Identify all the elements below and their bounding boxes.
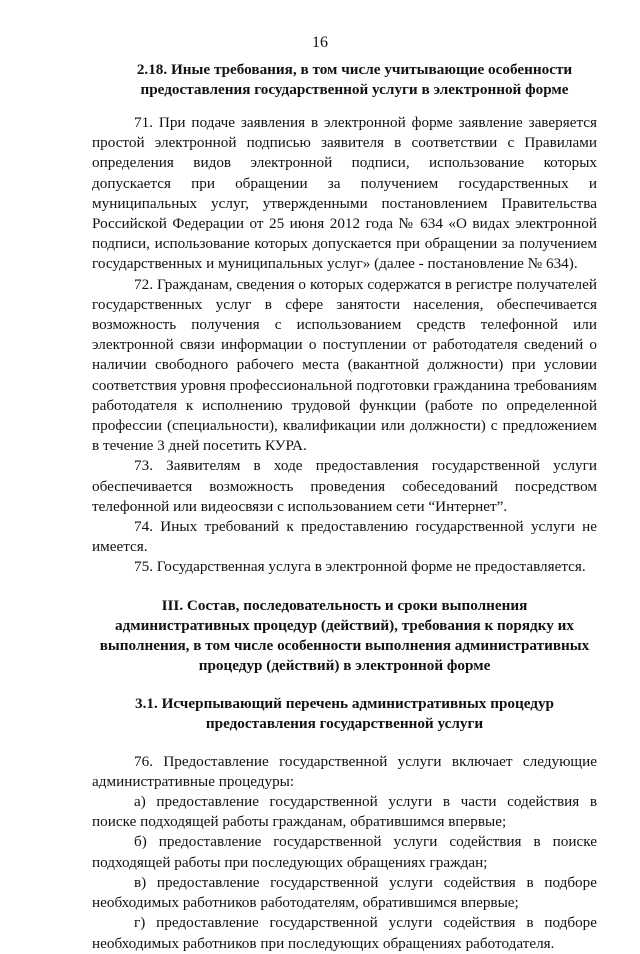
section-III-heading-line: III. Состав, последовательность и сроки выполнения: [161, 596, 528, 614]
section-III-heading: [92, 596, 597, 676]
document-body: [92, 60, 597, 954]
paragraph-73: 73. Заявителям в ходе предоставления государственной услуги обеспечивается возможность проведения собеседований посредством телефонной или видеосвязи с использованием сети “Интернет”.: [92, 457, 597, 515]
section-III-heading-line: административных процедур (действий), требования к порядку их: [115, 616, 574, 634]
paragraph-72: 72. Гражданам, сведения о которых содержатся в регистре получателей государственных услуг в сфере занятости населения, обеспечивается возможность получения с использованием средств телефонной или электронной связи информации о поступлении от работодателя сведений о наличии свободного рабочего места (вакантной должности) при условии соответствия уровня профессиональной подготовки гражданина требованиям работодателя к исполнению трудовой функции (работе по определенной профессии (специальности), квалификации или должности) с предложением в течение 3 дней посетить КУРА.: [92, 275, 597, 455]
page-number: 16: [312, 34, 328, 51]
list-item-v: в) предоставление государственной услуги содействия в подборе необходимых работников работодателям, обратившимся впервые;: [92, 873, 597, 912]
section-3-1-heading: [92, 694, 597, 734]
section-III-heading-line: выполнения, в том числе особенности выполнения административных: [99, 636, 590, 654]
section-III-heading-line: процедур (действий) в электронной форме: [198, 656, 491, 674]
section-3-1-heading-line: 3.1. Исчерпывающий перечень административных процедур: [134, 694, 555, 712]
section-2-18-heading: [98, 60, 611, 100]
paragraph-71: 71. При подаче заявления в электронной форме заявление заверяется простой электронной подписью заявителя в соответствии с Правилами определения видов электронной подписи, использование которых допускается при обращении за получением государственных и муниципальных услуг, утвержденными постановлением Правительства Российской Федерации от 25 июня 2012 года № 634 «О видах электронной подписи, использование которых допускается при обращении за получением государственных и муниципальных услуг» (далее - постановление № 634).: [92, 114, 597, 273]
paragraph-75: 75. Государственная услуга в электронной форме не предоставляется.: [134, 558, 586, 576]
paragraph-76: 76. Предоставление государственной услуги включает следующие административные процедуры:: [92, 752, 597, 790]
section-2-18-heading-line: предоставления государственной услуги в электронной форме: [140, 81, 569, 98]
list-item-a: а) предоставление государственной услуги в части содействия в поиске подходящей работы гражданам, обратившимся впервые;: [92, 793, 597, 831]
section-2-18-heading-line: 2.18. Иные требования, в том числе учитывающие особенности: [136, 61, 573, 78]
section-3-1-heading-line: предоставления государственной услуги: [205, 714, 484, 732]
spacer: [92, 100, 597, 113]
spacer: [92, 734, 597, 752]
list-item-b: б) предоставление государственной услуги содействия в поиске подходящей работы при последующих обращениях граждан;: [92, 833, 597, 871]
list-item-g: г) предоставление государственной услуги содействия в подборе необходимых работников при последующих обращениях работодателя.: [92, 914, 597, 952]
paragraph-74: 74. Иных требований к предоставлению государственной услуги не имеется.: [92, 518, 597, 556]
